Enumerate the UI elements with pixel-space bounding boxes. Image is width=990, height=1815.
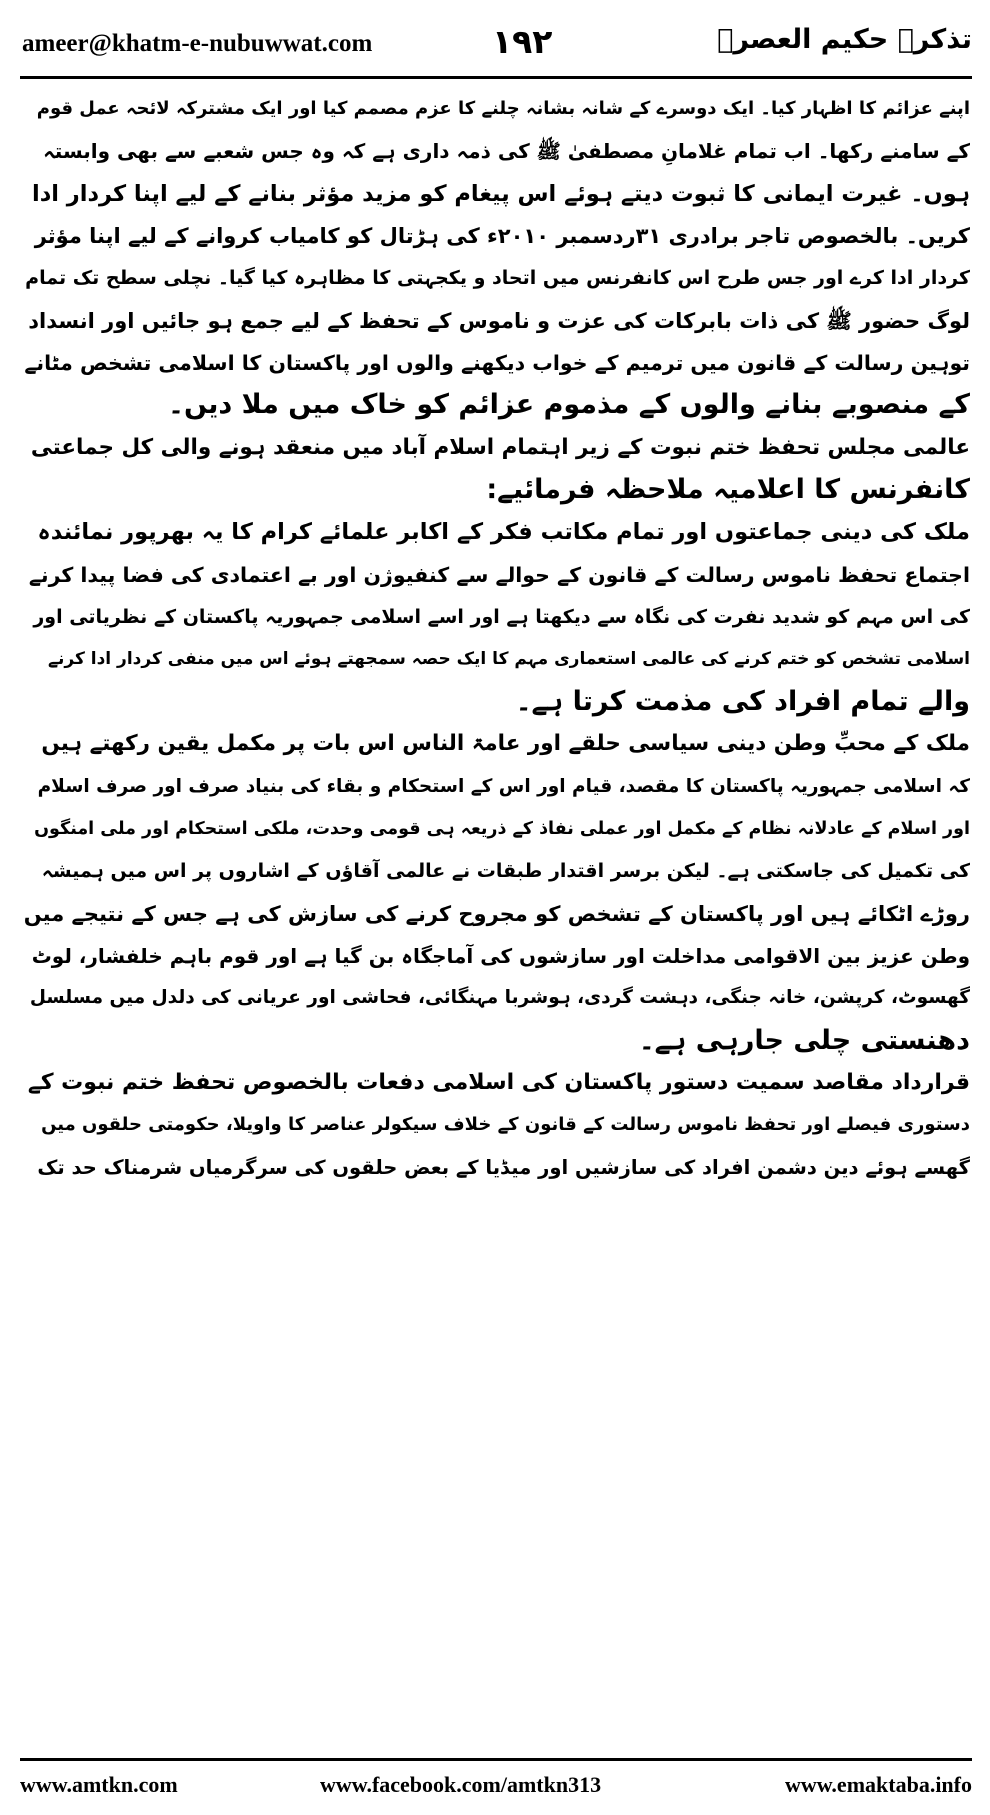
text-line: کی اس مہم کو شدید نفرت کی نگاہ سے دیکھتا ہے اور اسے اسلامی جمہوریہ پاکستان کے نظریاتی اور bbox=[33, 606, 970, 629]
header-email: ameer@khatm-e-nubuwwat.com bbox=[22, 30, 373, 57]
text-line: توہین رسالت کے قانون میں ترمیم کے خواب دیکھنے والوں اور پاکستان کا اسلامی تشخص مٹانے bbox=[24, 351, 970, 376]
text-line: کی تکمیل کی جاسکتی ہے۔ لیکن برسر اقتدار طبقات نے عالمی آقاؤں کے اشاروں پر اس میں ہمیشہ bbox=[41, 860, 970, 883]
text-line: عالمی مجلس تحفظ ختم نبوت کے زیر اہتمام اسلام آباد میں منعقد ہونے والی کل جماعتی bbox=[30, 434, 970, 460]
text-line: ملک کے محبِّ وطن دینی سیاسی حلقے اور عامۃ الناس اس بات پر مکمل یقین رکھتے ہیں bbox=[41, 731, 970, 757]
text-line: روڑے اٹکائے ہیں اور پاکستان کے تشخص کو مجروح کرنے کی سازش کی ہے جس کے نتیجے میں bbox=[23, 901, 970, 926]
text-line: لوگ حضور ﷺ کی ذات بابرکات کی عزت و ناموس کے تحفظ کے لیے جمع ہو جائیں اور انسداد bbox=[28, 308, 970, 333]
text-line: اسلامی تشخص کو ختم کرنے کی عالمی استعماری مہم کا ایک حصہ سمجھتے ہوئے اس میں منفی کردار ادا کرنے bbox=[48, 649, 970, 670]
text-line: قرارداد مقاصد سمیت دستور پاکستان کی اسلامی دفعات بالخصوص تحفظ ختم نبوت کے bbox=[27, 1069, 970, 1095]
page-header bbox=[22, 22, 972, 74]
text-line: دستوری فیصلے اور تحفظ ناموس رسالت کے قانون کے خلاف سیکولر عناصر کا واویلا، حکومتی حلقوں میں bbox=[41, 1114, 970, 1136]
text-line: گھسے ہوئے دین دشمن افراد کی سازشیں اور میڈیا کے بعض حلقوں کی سرگرمیاں شرمناک حد تک bbox=[37, 1155, 970, 1179]
footer-link-emaktaba[interactable]: www.emaktaba.info bbox=[784, 1772, 972, 1797]
text-line: کانفرنس کا اعلامیہ ملاحظہ فرمائیے: bbox=[486, 474, 970, 506]
text-line: اپنے عزائم کا اظہار کیا۔ ایک دوسرے کے شانہ بشانہ چلنے کا عزم مصمم کیا اور ایک مشترکہ لائحہ عمل قوم bbox=[36, 98, 970, 119]
footer-link-facebook[interactable]: www.facebook.com/amtkn313 bbox=[320, 1772, 602, 1797]
text-line: دھنستی چلی جارہی ہے۔ bbox=[638, 1024, 970, 1056]
page-number: ۱۹۲ bbox=[492, 22, 553, 61]
text-line: کے سامنے رکھا۔ اب تمام غلامانِ مصطفیٰ ﷺ کی ذمہ داری ہے کہ وہ جس شعبے سے بھی وابستہ bbox=[43, 139, 970, 164]
text-line: اجتماع تحفظ ناموس رسالت کے قانون کے حوالے سے کنفیوژن اور بے اعتمادی کی فضا پیدا کرنے bbox=[28, 562, 970, 587]
text-line: کہ اسلامی جمہوریہ پاکستان کا مقصد، قیام اور اس کے استحکام و بقاء کی بنیاد صرف اور صرف اسلام bbox=[37, 775, 970, 797]
header-rule bbox=[20, 76, 972, 79]
page-footer bbox=[20, 1768, 972, 1802]
text-line: ملک کی دینی جماعتوں اور تمام مکاتب فکر کے اکابر علمائے کرام کا یہ بھرپور نمائندہ bbox=[37, 519, 970, 546]
text-line: کریں۔ بالخصوص تاجر برادری ۳۱ردسمبر ۲۰۱۰ء کی ہڑتال کو کامیاب کروانے کے لیے اپنا مؤثر bbox=[34, 224, 970, 249]
text-line: کردار ادا کرے اور جس طرح اس کانفرنس میں اتحاد و یکجہتی کا مظاہرہ کیا گیا۔ نچلی سطح تک تمام bbox=[25, 267, 970, 290]
text-line: اور اسلام کے عادلانہ نظام کے مکمل اور عملی نفاذ کے ذریعہ ہی قومی وحدت، ملکی استحکام اور ملی امنگوں bbox=[34, 818, 970, 839]
text-line: گھسوٹ، کرپشن، خانہ جنگی، دہشت گردی، ہوشربا مہنگائی، فحاشی اور عریانی کی دلدل میں مسلسل bbox=[29, 987, 970, 1009]
text-line: ہوں۔ غیرت ایمانی کا ثبوت دیتے ہوئے اس پیغام کو مزید مؤثر بنانے کے لیے اپنا کردار ادا bbox=[31, 180, 970, 207]
book-title: تذکرہ حکیم العصرؒ bbox=[717, 24, 972, 55]
page-body bbox=[22, 88, 970, 1189]
footer-link-amtkn[interactable]: www.amtkn.com bbox=[20, 1772, 178, 1797]
footer-rule bbox=[20, 1758, 972, 1761]
text-line: والے تمام افراد کی مذمت کرتا ہے۔ bbox=[515, 685, 970, 717]
text-line: وطن عزیز بین الاقوامی مداخلت اور سازشوں کی آماجگاہ بن گیا ہے اور قوم باہم خلفشار، لوٹ bbox=[31, 943, 970, 968]
text-line: کے منصوبے بنانے والوں کے مذموم عزائم کو خاک میں ملا دیں۔ bbox=[168, 389, 970, 421]
